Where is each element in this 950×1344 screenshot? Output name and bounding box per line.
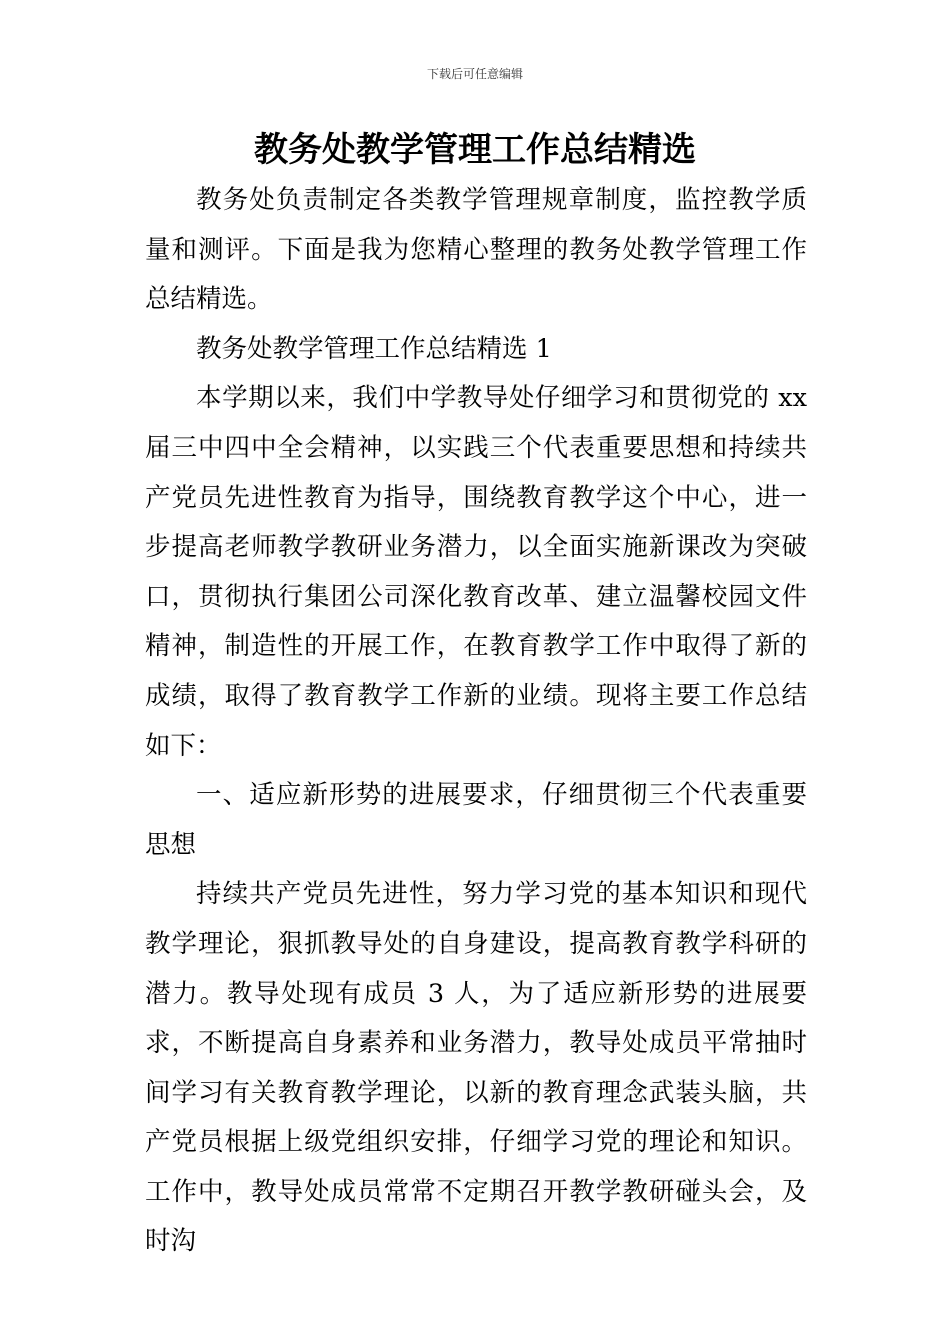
document-body xyxy=(145,176,807,1267)
document-title: 教务处教学管理工作总结精选 xyxy=(254,130,696,170)
section-heading-1: 教务处教学管理工作总结精选 1 xyxy=(196,333,552,364)
header-note: 下载后可任意编辑 xyxy=(426,67,523,81)
body-paragraph: 本学期以来，我们中学教导处仔细学习和贯彻党的 xx 届三中四中全会精神，以实践三个代表重要思想和持续共产党员先进性教育为指导，围绕教育教学这个中心，进一步提高老师教学教研业务潜力，以全面实施新课改为突破口，贯彻执行集团公司深化教育改革、建立温馨校园文件精神，制造性的开展工作，在教育教学工作中取得了新的成绩，取得了教育教学工作新的业绩。现将主要工作总结如下： xyxy=(145,383,807,761)
intro-paragraph: 教务处负责制定各类教学管理规章制度，监控教学质量和测评。下面是我为您精心整理的教务处教学管理工作总结精选。 xyxy=(145,185,807,315)
body-paragraph: 持续共产党员先进性，努力学习党的基本知识和现代教学理论，狠抓教导处的自身建设，提高教育教学科研的潜力。教导处现有成员 3 人，为了适应新形势的进展要求，不断提高自身素养和业务潜力，教导处成员平常抽时间学习有关教育教学理论，以新的教育理念武装头脑，共产党员根据上级党组织安排，仔细学习党的理论和知识。工作中，教导处成员常常不定期召开教学教研碰头会，及时沟 xyxy=(145,879,807,1257)
subsection-heading-1: 一、适应新形势的进展要求，仔细贯彻三个代表重要思想 xyxy=(145,780,807,860)
